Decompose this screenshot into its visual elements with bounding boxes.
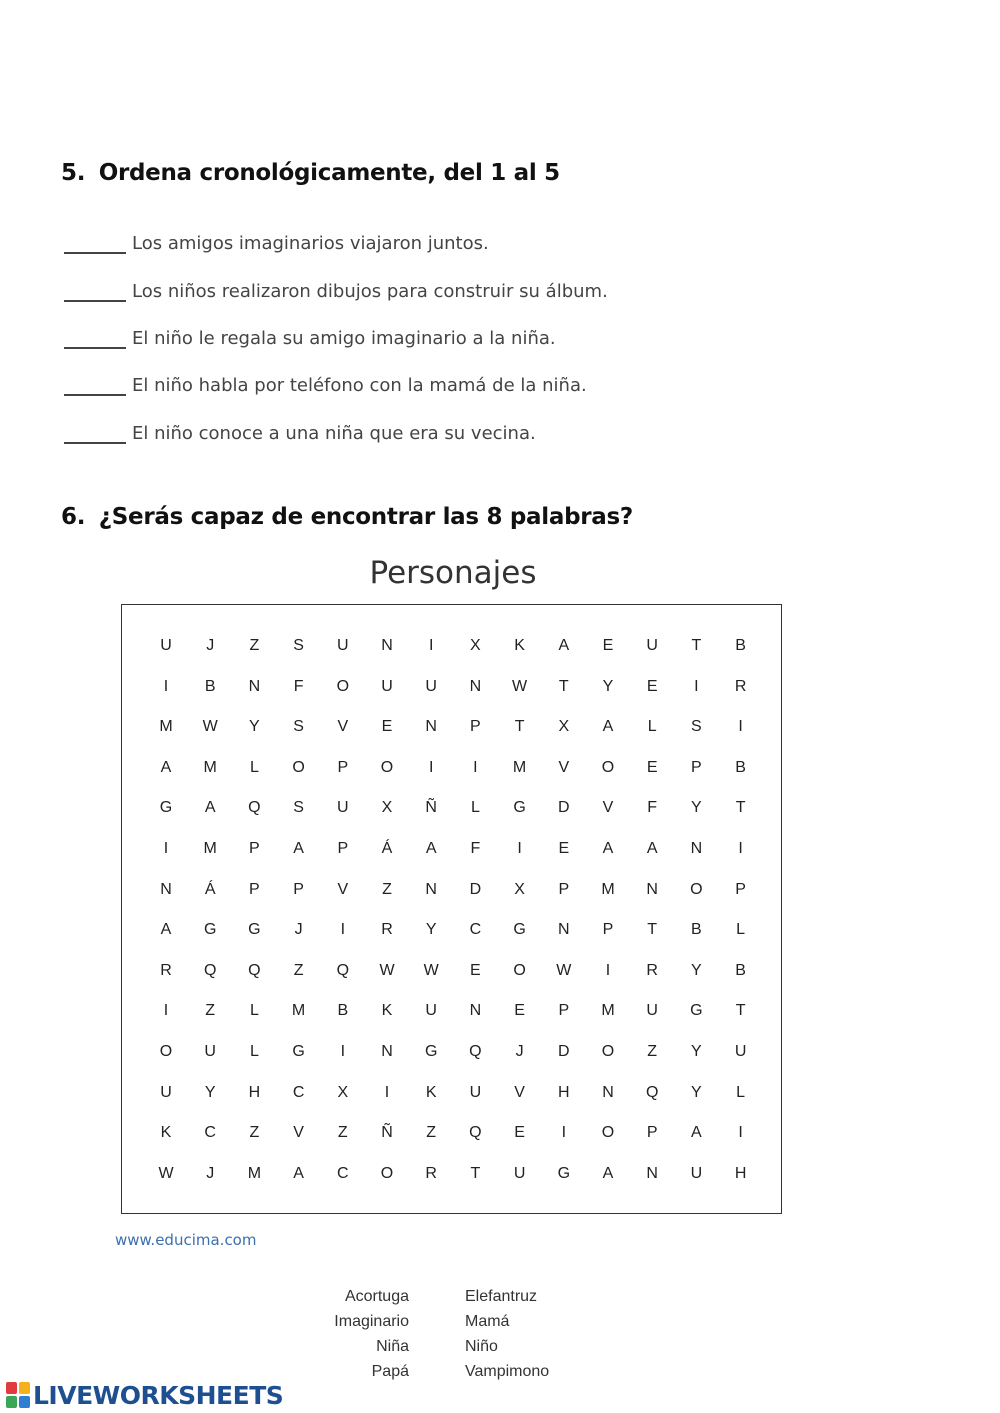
grid-letter[interactable]: G bbox=[513, 921, 526, 939]
grid-letter[interactable]: W bbox=[379, 961, 395, 979]
grid-letter[interactable]: I bbox=[473, 758, 478, 776]
grid-letter[interactable]: Z bbox=[205, 1002, 216, 1020]
grid-letter[interactable]: N bbox=[425, 718, 437, 736]
grid-letter[interactable]: Y bbox=[691, 1083, 702, 1101]
grid-letter[interactable]: A bbox=[160, 758, 172, 776]
grid-letter[interactable]: T bbox=[735, 1002, 746, 1020]
grid-letter[interactable]: I bbox=[384, 1083, 390, 1101]
grid-letter[interactable]: G bbox=[203, 921, 217, 939]
grid-letter[interactable]: W bbox=[556, 961, 572, 979]
grid-letter[interactable]: Á bbox=[381, 840, 393, 857]
grid-letter[interactable]: U bbox=[381, 677, 393, 695]
grid-letter[interactable]: Z bbox=[337, 1124, 348, 1142]
answer-blank[interactable] bbox=[64, 280, 126, 302]
grid-letter[interactable]: T bbox=[558, 677, 569, 695]
grid-letter[interactable]: U bbox=[425, 1002, 437, 1020]
grid-letter[interactable]: V bbox=[602, 799, 614, 817]
word-item: Vampimono bbox=[465, 1363, 550, 1380]
grid-letter[interactable]: C bbox=[337, 1164, 349, 1182]
grid-letter[interactable]: S bbox=[293, 637, 304, 654]
word-item: Niño bbox=[465, 1338, 498, 1355]
grid-letter[interactable]: I bbox=[428, 637, 434, 654]
grid-letter[interactable]: O bbox=[601, 758, 615, 776]
grid-letter[interactable]: J bbox=[294, 921, 303, 939]
grid-letter[interactable]: Q bbox=[248, 799, 261, 817]
grid-letter[interactable]: R bbox=[160, 961, 172, 979]
question-5-title bbox=[61, 160, 560, 186]
grid-letter[interactable]: N bbox=[646, 1164, 658, 1182]
grid-letter[interactable]: Q bbox=[336, 961, 350, 979]
grid-letter[interactable]: U bbox=[690, 1164, 703, 1182]
grid-letter[interactable]: X bbox=[514, 880, 525, 898]
grid-letter[interactable]: I bbox=[738, 1124, 743, 1142]
grid-letter[interactable]: L bbox=[249, 758, 259, 776]
grid-letter[interactable]: M bbox=[203, 758, 217, 776]
grid-letter[interactable]: A bbox=[425, 840, 437, 857]
answer-blank[interactable] bbox=[64, 327, 126, 349]
grid-letter[interactable]: K bbox=[514, 637, 525, 654]
grid-letter[interactable]: X bbox=[337, 1083, 349, 1101]
answer-blank[interactable] bbox=[64, 232, 126, 254]
grid-letter[interactable]: A bbox=[204, 799, 216, 817]
grid-letter[interactable]: Ñ bbox=[425, 799, 437, 817]
order-item bbox=[64, 368, 587, 396]
grid-letter[interactable]: O bbox=[159, 1043, 173, 1060]
grid-row bbox=[122, 834, 781, 864]
grid-letter[interactable]: I bbox=[694, 677, 699, 695]
grid-letter[interactable]: N bbox=[469, 677, 482, 695]
answer-blank[interactable] bbox=[64, 374, 126, 396]
grid-letter[interactable]: Y bbox=[425, 921, 437, 939]
grid-letter[interactable]: O bbox=[690, 880, 703, 898]
grid-letter[interactable]: I bbox=[738, 718, 743, 736]
grid-letter[interactable]: X bbox=[381, 799, 393, 817]
grid-letter[interactable]: R bbox=[425, 1164, 437, 1182]
grid-letter[interactable]: M bbox=[601, 880, 615, 898]
grid-letter[interactable]: V bbox=[558, 758, 570, 776]
grid-letter[interactable]: N bbox=[381, 1043, 393, 1060]
grid-letter[interactable]: E bbox=[646, 758, 658, 776]
grid-letter[interactable]: E bbox=[602, 637, 614, 654]
grid-row bbox=[122, 1159, 781, 1189]
grid-letter[interactable]: R bbox=[381, 921, 393, 939]
grid-letter[interactable]: Q bbox=[645, 1083, 659, 1101]
grid-letter[interactable]: U bbox=[204, 1043, 216, 1060]
grid-letter[interactable]: U bbox=[337, 799, 349, 817]
question-text: Ordena cronológicamente, del 1 al 5 bbox=[98, 160, 560, 186]
question-6-title bbox=[61, 504, 633, 530]
order-item-text: Los niños realizaron dibujos para construir su álbum. bbox=[132, 281, 608, 302]
grid-letter[interactable]: C bbox=[204, 1124, 216, 1142]
grid-letter[interactable]: G bbox=[557, 1164, 571, 1182]
wordsearch-title: Personajes bbox=[369, 555, 537, 591]
grid-letter[interactable]: I bbox=[517, 840, 522, 857]
grid-letter[interactable]: Y bbox=[691, 799, 702, 817]
grid-letter[interactable]: Q bbox=[469, 1043, 482, 1060]
grid-letter[interactable]: X bbox=[470, 637, 481, 654]
grid-letter[interactable]: E bbox=[558, 840, 570, 857]
question-number: 5. bbox=[61, 160, 86, 186]
grid-letter[interactable]: I bbox=[340, 1043, 346, 1060]
grid-letter[interactable]: T bbox=[647, 921, 658, 939]
grid-letter[interactable]: H bbox=[558, 1083, 570, 1101]
grid-letter[interactable]: Q bbox=[203, 961, 217, 979]
grid-letter[interactable]: Y bbox=[204, 1083, 216, 1101]
grid-letter[interactable]: G bbox=[159, 799, 173, 817]
grid-letter[interactable]: N bbox=[425, 880, 437, 898]
word-item: Papá bbox=[371, 1363, 409, 1380]
grid-letter[interactable]: U bbox=[160, 637, 172, 654]
grid-letter[interactable]: I bbox=[428, 758, 434, 776]
grid-letter[interactable]: B bbox=[735, 961, 746, 979]
grid-row bbox=[122, 996, 781, 1026]
grid-letter[interactable]: M bbox=[159, 718, 173, 736]
grid-letter[interactable]: P bbox=[470, 718, 481, 736]
grid-letter[interactable]: B bbox=[735, 758, 746, 776]
grid-letter[interactable]: K bbox=[381, 1002, 393, 1020]
grid-letter[interactable]: U bbox=[734, 1043, 747, 1060]
grid-row bbox=[122, 672, 781, 702]
word-item: Elefantruz bbox=[465, 1288, 538, 1305]
grid-letter[interactable]: P bbox=[337, 758, 349, 776]
grid-letter[interactable]: A bbox=[602, 1164, 614, 1182]
grid-letter[interactable]: N bbox=[690, 840, 703, 857]
grid-letter[interactable]: W bbox=[423, 961, 439, 979]
word-item: Imaginario bbox=[334, 1313, 409, 1330]
grid-letter[interactable]: D bbox=[469, 880, 482, 898]
grid-letter[interactable]: A bbox=[602, 840, 614, 857]
grid-letter[interactable]: U bbox=[469, 1083, 482, 1101]
grid-letter[interactable]: Ñ bbox=[381, 1124, 393, 1142]
grid-letter[interactable]: R bbox=[646, 961, 658, 979]
grid-letter[interactable]: Z bbox=[647, 1043, 658, 1060]
grid-letter[interactable]: Y bbox=[691, 961, 702, 979]
liveworksheets-logo-icon bbox=[6, 1382, 30, 1408]
grid-letter[interactable]: P bbox=[558, 880, 570, 898]
grid-letter[interactable]: V bbox=[514, 1083, 525, 1101]
grid-letter[interactable]: A bbox=[646, 840, 658, 857]
grid-letter[interactable]: G bbox=[424, 1043, 438, 1060]
order-item bbox=[64, 274, 608, 302]
grid-letter[interactable]: W bbox=[512, 677, 528, 695]
grid-row bbox=[122, 1037, 781, 1067]
word-item: Acortuga bbox=[344, 1288, 409, 1305]
grid-letter[interactable]: G bbox=[292, 1043, 305, 1060]
grid-letter[interactable]: B bbox=[337, 1002, 349, 1020]
grid-letter[interactable]: E bbox=[514, 1002, 525, 1020]
grid-row bbox=[122, 956, 781, 986]
grid-letter[interactable]: P bbox=[249, 880, 260, 898]
word-item: Niña bbox=[376, 1338, 409, 1355]
grid-letter[interactable]: A bbox=[558, 637, 570, 654]
grid-letter[interactable]: T bbox=[470, 1164, 481, 1182]
grid-letter[interactable]: M bbox=[247, 1164, 262, 1182]
grid-letter[interactable]: X bbox=[558, 718, 570, 736]
grid-letter[interactable]: Z bbox=[426, 1124, 437, 1142]
grid-letter[interactable]: T bbox=[514, 718, 525, 736]
grid-letter[interactable]: J bbox=[206, 637, 215, 654]
grid-row bbox=[122, 712, 781, 742]
grid-letter[interactable]: Z bbox=[382, 880, 392, 898]
grid-letter[interactable]: P bbox=[249, 840, 260, 857]
grid-letter[interactable]: E bbox=[470, 961, 481, 979]
grid-letter[interactable]: Z bbox=[249, 1124, 260, 1142]
grid-letter[interactable]: O bbox=[601, 1124, 615, 1142]
grid-letter[interactable]: M bbox=[512, 758, 527, 776]
grid-letter[interactable]: M bbox=[203, 840, 217, 857]
grid-letter[interactable]: M bbox=[601, 1002, 615, 1020]
grid-letter[interactable]: I bbox=[163, 840, 169, 857]
grid-letter[interactable]: D bbox=[558, 799, 570, 817]
grid-letter[interactable]: H bbox=[248, 1083, 261, 1101]
grid-letter[interactable]: A bbox=[293, 1164, 304, 1182]
order-item bbox=[64, 321, 556, 349]
grid-letter[interactable]: L bbox=[736, 1083, 746, 1101]
grid-letter[interactable]: E bbox=[646, 677, 658, 695]
grid-letter[interactable]: H bbox=[734, 1164, 747, 1182]
grid-letter[interactable]: F bbox=[647, 799, 658, 817]
grid-letter[interactable]: J bbox=[206, 1164, 215, 1182]
order-item-text: El niño conoce a una niña que era su vecina. bbox=[132, 423, 536, 444]
grid-letter[interactable]: U bbox=[646, 637, 658, 654]
grid-letter[interactable]: Á bbox=[204, 880, 216, 898]
grid-letter[interactable]: I bbox=[605, 961, 611, 979]
grid-letter[interactable]: G bbox=[513, 799, 526, 817]
grid-letter[interactable]: A bbox=[293, 840, 304, 857]
grid-letter[interactable]: P bbox=[558, 1002, 570, 1020]
grid-letter[interactable]: I bbox=[340, 921, 346, 939]
grid-letter[interactable]: F bbox=[293, 677, 304, 695]
source-link[interactable]: www.educima.com bbox=[115, 1231, 257, 1249]
grid-letter[interactable]: A bbox=[160, 921, 172, 939]
grid-letter[interactable]: L bbox=[249, 1043, 259, 1060]
grid-letter[interactable]: S bbox=[293, 799, 304, 817]
grid-letter[interactable]: Q bbox=[469, 1124, 482, 1142]
grid-letter[interactable]: M bbox=[291, 1002, 306, 1020]
grid-letter[interactable]: E bbox=[381, 718, 393, 736]
grid-letter[interactable]: I bbox=[738, 840, 743, 857]
word-item: Mamá bbox=[465, 1313, 510, 1330]
grid-letter[interactable]: N bbox=[469, 1002, 482, 1020]
grid-row bbox=[122, 1118, 781, 1148]
grid-letter[interactable]: O bbox=[380, 758, 394, 776]
brand-footer[interactable] bbox=[6, 1380, 283, 1410]
grid-row bbox=[122, 915, 781, 945]
grid-letter[interactable]: I bbox=[163, 677, 169, 695]
grid-letter[interactable]: Q bbox=[248, 961, 261, 979]
question-number: 6. bbox=[61, 504, 86, 530]
grid-letter[interactable]: N bbox=[602, 1083, 614, 1101]
grid-letter[interactable]: T bbox=[691, 637, 702, 654]
grid-letter[interactable]: G bbox=[248, 921, 261, 939]
grid-row bbox=[122, 631, 781, 661]
grid-letter[interactable]: U bbox=[337, 637, 349, 654]
grid-letter[interactable]: W bbox=[158, 1164, 174, 1182]
grid-letter[interactable]: U bbox=[425, 677, 437, 695]
grid-letter[interactable]: C bbox=[469, 921, 482, 939]
grid-row bbox=[122, 1078, 781, 1108]
grid-letter[interactable]: A bbox=[602, 718, 614, 736]
grid-letter[interactable]: W bbox=[202, 718, 218, 736]
grid-letter[interactable]: N bbox=[646, 880, 658, 898]
order-item-text: El niño le regala su amigo imaginario a la niña. bbox=[132, 328, 556, 349]
grid-letter[interactable]: P bbox=[735, 880, 746, 898]
grid-letter[interactable]: O bbox=[513, 961, 526, 979]
grid-row bbox=[122, 793, 781, 823]
grid-letter[interactable]: B bbox=[691, 921, 702, 939]
grid-letter[interactable]: V bbox=[337, 880, 349, 898]
grid-letter[interactable]: N bbox=[160, 880, 172, 898]
grid-letter[interactable]: E bbox=[514, 1124, 525, 1142]
grid-row bbox=[122, 753, 781, 783]
order-item bbox=[64, 416, 536, 444]
grid-letter[interactable]: N bbox=[381, 637, 393, 654]
order-item-text: Los amigos imaginarios viajaron juntos. bbox=[132, 233, 489, 254]
grid-letter[interactable]: U bbox=[513, 1164, 526, 1182]
grid-letter[interactable]: G bbox=[690, 1002, 703, 1020]
grid-letter[interactable]: U bbox=[646, 1002, 658, 1020]
grid-letter[interactable]: V bbox=[293, 1124, 304, 1142]
grid-letter[interactable]: S bbox=[293, 718, 304, 736]
grid-letter[interactable]: P bbox=[602, 921, 614, 939]
grid-letter[interactable]: V bbox=[337, 718, 349, 736]
grid-letter[interactable]: K bbox=[425, 1083, 437, 1101]
grid-letter[interactable]: U bbox=[160, 1083, 172, 1101]
grid-letter[interactable]: O bbox=[601, 1043, 615, 1060]
grid-letter[interactable]: L bbox=[736, 921, 746, 939]
grid-letter[interactable]: C bbox=[292, 1083, 305, 1101]
order-item bbox=[64, 226, 489, 254]
grid-letter[interactable]: A bbox=[691, 1124, 702, 1142]
grid-letter[interactable]: I bbox=[561, 1124, 567, 1142]
grid-letter[interactable]: Z bbox=[249, 637, 260, 654]
grid-letter[interactable]: S bbox=[691, 718, 702, 736]
grid-letter[interactable]: D bbox=[558, 1043, 570, 1060]
grid-letter[interactable]: P bbox=[691, 758, 702, 776]
question-text: ¿Serás capaz de encontrar las 8 palabras? bbox=[98, 504, 633, 530]
grid-letter[interactable]: Y bbox=[602, 677, 614, 695]
grid-letter[interactable]: L bbox=[470, 799, 480, 817]
grid-letter[interactable]: L bbox=[647, 718, 657, 736]
grid-letter[interactable]: N bbox=[248, 677, 261, 695]
grid-letter[interactable]: I bbox=[163, 1002, 169, 1020]
grid-letter[interactable]: L bbox=[249, 1002, 259, 1020]
grid-letter[interactable]: P bbox=[646, 1124, 658, 1142]
grid-letter[interactable]: F bbox=[470, 840, 481, 857]
wordsearch-grid bbox=[121, 604, 782, 1214]
grid-letter[interactable]: O bbox=[380, 1164, 394, 1182]
grid-letter[interactable]: Z bbox=[293, 961, 304, 979]
order-item-text: El niño habla por teléfono con la mamá de la niña. bbox=[132, 375, 587, 396]
grid-letter[interactable]: J bbox=[515, 1043, 524, 1060]
grid-letter[interactable]: O bbox=[292, 758, 305, 776]
grid-letter[interactable]: P bbox=[293, 880, 304, 898]
grid-letter[interactable]: P bbox=[337, 840, 349, 857]
grid-letter[interactable]: B bbox=[735, 637, 746, 654]
brand-name: LIVEWORKSHEETS bbox=[33, 1380, 284, 1410]
grid-letter[interactable]: N bbox=[558, 921, 570, 939]
grid-letter[interactable]: B bbox=[204, 677, 216, 695]
grid-row bbox=[122, 875, 781, 905]
grid-letter[interactable]: R bbox=[734, 677, 747, 695]
grid-letter[interactable]: Y bbox=[691, 1043, 702, 1060]
grid-letter[interactable]: O bbox=[336, 677, 350, 695]
answer-blank[interactable] bbox=[64, 422, 126, 444]
grid-letter[interactable]: T bbox=[735, 799, 746, 817]
grid-letter[interactable]: K bbox=[160, 1124, 172, 1142]
grid-letter[interactable]: Y bbox=[249, 718, 260, 736]
